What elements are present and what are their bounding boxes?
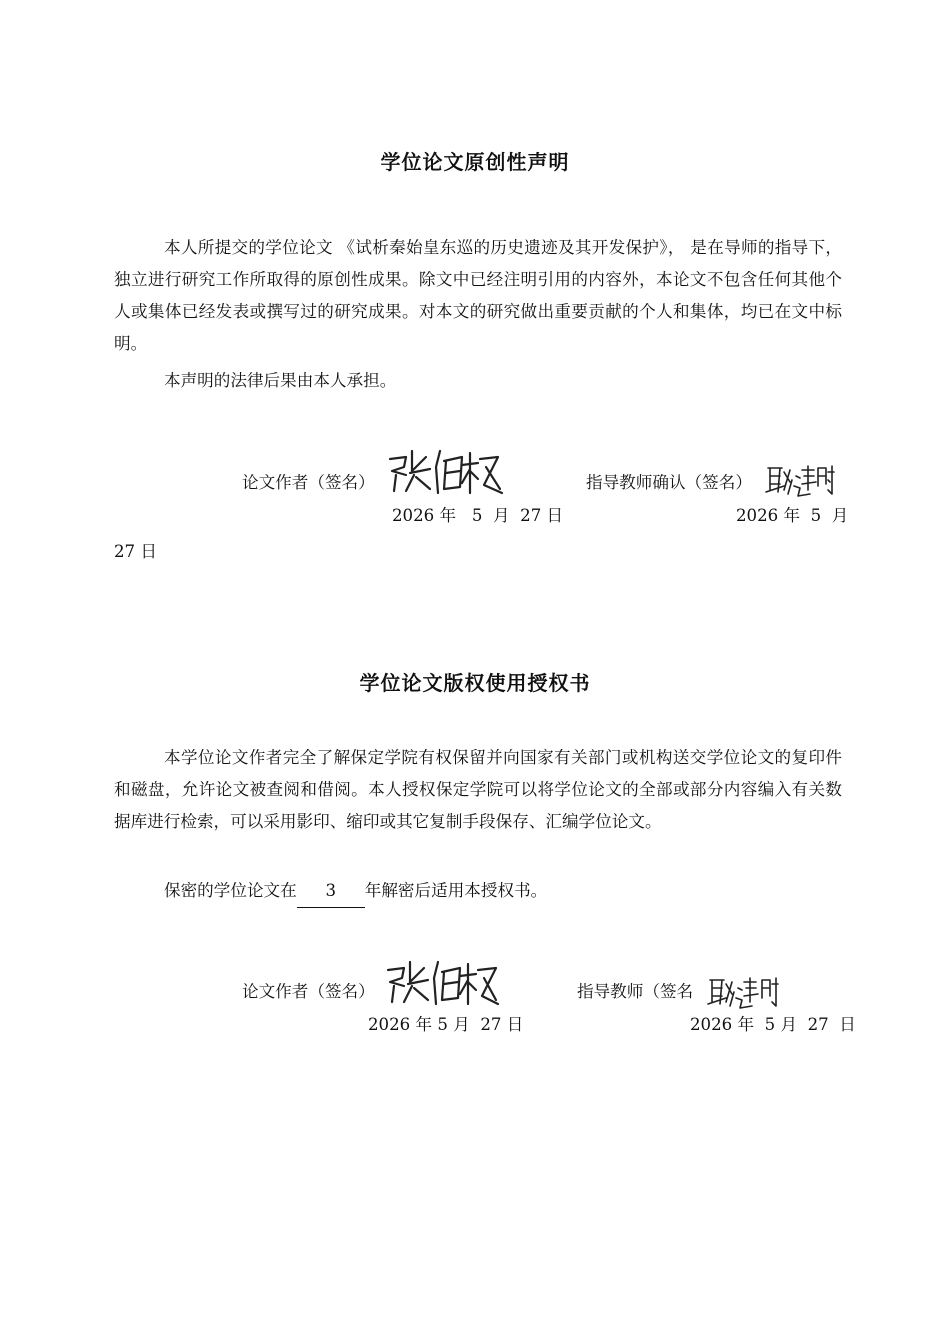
license-author-signature [380,956,500,1008]
confidential-suffix: 年解密后适用本授权书。 [364,881,548,900]
declaration-advisor-label: 指导教师确认（签名） [586,473,752,492]
license-advisor-date: 2026 年 5 月 27 日 [690,1015,856,1034]
declaration-advisor-signature [764,462,836,498]
confidential-prefix: 保密的学位论文在 [164,881,297,900]
license-confidential-line [114,875,842,908]
declaration-author-label: 论文作者（签名） [242,473,375,492]
license-advisor-signature [706,974,780,1010]
license-title: 学位论文版权使用授权书 [359,671,591,695]
license-author-label: 论文作者（签名） [242,982,375,1001]
declaration-author-date: 2026 年 5 月 27 日 [392,506,564,525]
license-author-date: 2026 年 5 月 27 日 [368,1015,524,1034]
confidential-years-field: 3 [297,875,365,908]
declaration-liability-paragraph: 本声明的法律后果由本人承担。 [164,371,397,390]
declaration-advisor-date-day: 27 日 [114,542,157,561]
declaration-author-signature [382,445,504,497]
license-advisor-label: 指导教师（签名 [577,982,694,1001]
declaration-advisor-date: 2026 年 5 月 [736,506,849,525]
license-paragraph: 本学位论文作者完全了解保定学院有权保留并向国家有关部门或机构送交学位论文的复印件和磁盘，允许论文被查阅和借阅。本人授权保定学院可以将学位论文的全部或部分内容编入有关数据库进行检索，可以采用影印、缩印或其它复制手段保存、汇编学位论文。 [114,748,842,831]
declaration-title: 学位论文原创性声明 [380,150,570,174]
declaration-paragraph: 本人所提交的学位论文 《试析秦始皇东巡的历史遗迹及其开发保护》， 是在导师的指导下，独立进行研究工作所取得的原创性成果。除文中已经注明引用的内容外，本论文不包含任何其他个人或集体已经发表或撰写过的研究成果。对本文的研究做出重要贡献的个人和集体，均已在文中标明。 [114,238,842,353]
